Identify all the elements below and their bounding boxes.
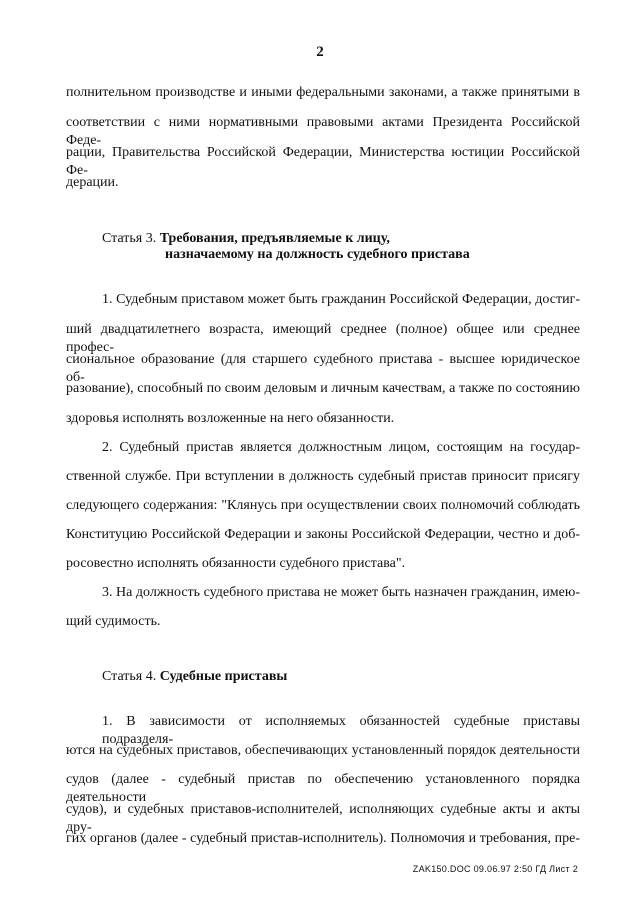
art4-p1-line-4: судов), и судебных приставов-исполнителей, исполняющих судебные акты и акты дру- xyxy=(66,802,580,835)
article-4-title: Судебные приставы xyxy=(159,669,288,684)
art4-p1-line-3: судов (далее - судебный пристав по обеспечению установленного порядка деятельности xyxy=(66,772,580,805)
intro-line-3: рации, Правительства Российской Федерации, Министерства юстиции Российской Фе- xyxy=(66,145,580,178)
article-4-heading xyxy=(102,668,287,686)
intro-line-2: соответствии с ними нормативными правовыми актами Президента Российской Феде- xyxy=(66,115,580,148)
art3-p1-line-4: разование), способный по своим деловым и личным качествам, а также по состоянию xyxy=(66,381,580,396)
art3-p2-line-4: Конституцию Российской Федерации и законы Российской Федерации, честно и доб- xyxy=(66,527,580,542)
art3-p1-line-3: сиональное образование (для старшего судебного пристава - высшее юридическое об- xyxy=(66,352,580,385)
art4-p1-line-5: гих органов (далее - судебный пристав-исполнитель). Полномочия и требования, пре- xyxy=(66,831,580,846)
article-4-prefix: Статья 4. xyxy=(102,669,157,684)
art3-p1-line-2: ший двадцатилетнего возраста, имеющий среднее (полное) общее или среднее профес- xyxy=(66,322,580,355)
art3-p3-line-1: 3. На должность судебного пристава не может быть назначен гражданин, имею- xyxy=(102,585,580,600)
art4-p1-line-1: 1. В зависимости от исполняемых обязанностей судебные приставы подразделя- xyxy=(102,714,580,747)
article-3-title-line-1: Требования, предъявляемые к лицу, xyxy=(159,231,390,246)
intro-line-1: полнительном производстве и иными федеральными законами, а также принятыми в xyxy=(66,85,580,100)
page-number: 2 xyxy=(316,44,324,60)
art3-p1-line-1: 1. Судебным приставом может быть гражданин Российской Федерации, достиг- xyxy=(102,292,580,307)
art3-p1-line-5: здоровья исполнять возложенные на него обязанности. xyxy=(66,411,395,426)
art3-p3-line-2: щий судимость. xyxy=(66,614,161,629)
art3-p2-line-1: 2. Судебный пристав является должностным лицом, состоящим на государ- xyxy=(102,440,580,455)
article-3-title-line-2: назначаемому на должность судебного пристава xyxy=(165,247,470,262)
intro-line-4: дерации. xyxy=(66,175,119,190)
art3-p2-line-2: ственной службе. При вступлении в должность судебный пристав приносит присягу xyxy=(66,469,580,484)
document-footer: ZAK150.DOC 09.06.97 2:50 ГД Лист 2 xyxy=(412,864,578,874)
art3-p2-line-5: росовестно исполнять обязанности судебного пристава". xyxy=(66,556,406,571)
art4-p1-line-2: ются на судебных приставов, обеспечивающих установленный порядок деятельности xyxy=(66,743,580,758)
art3-p2-line-3: следующего содержания: "Клянусь при осуществлении своих полномочий соблюдать xyxy=(66,498,580,513)
article-3-prefix: Статья 3. xyxy=(102,231,157,246)
